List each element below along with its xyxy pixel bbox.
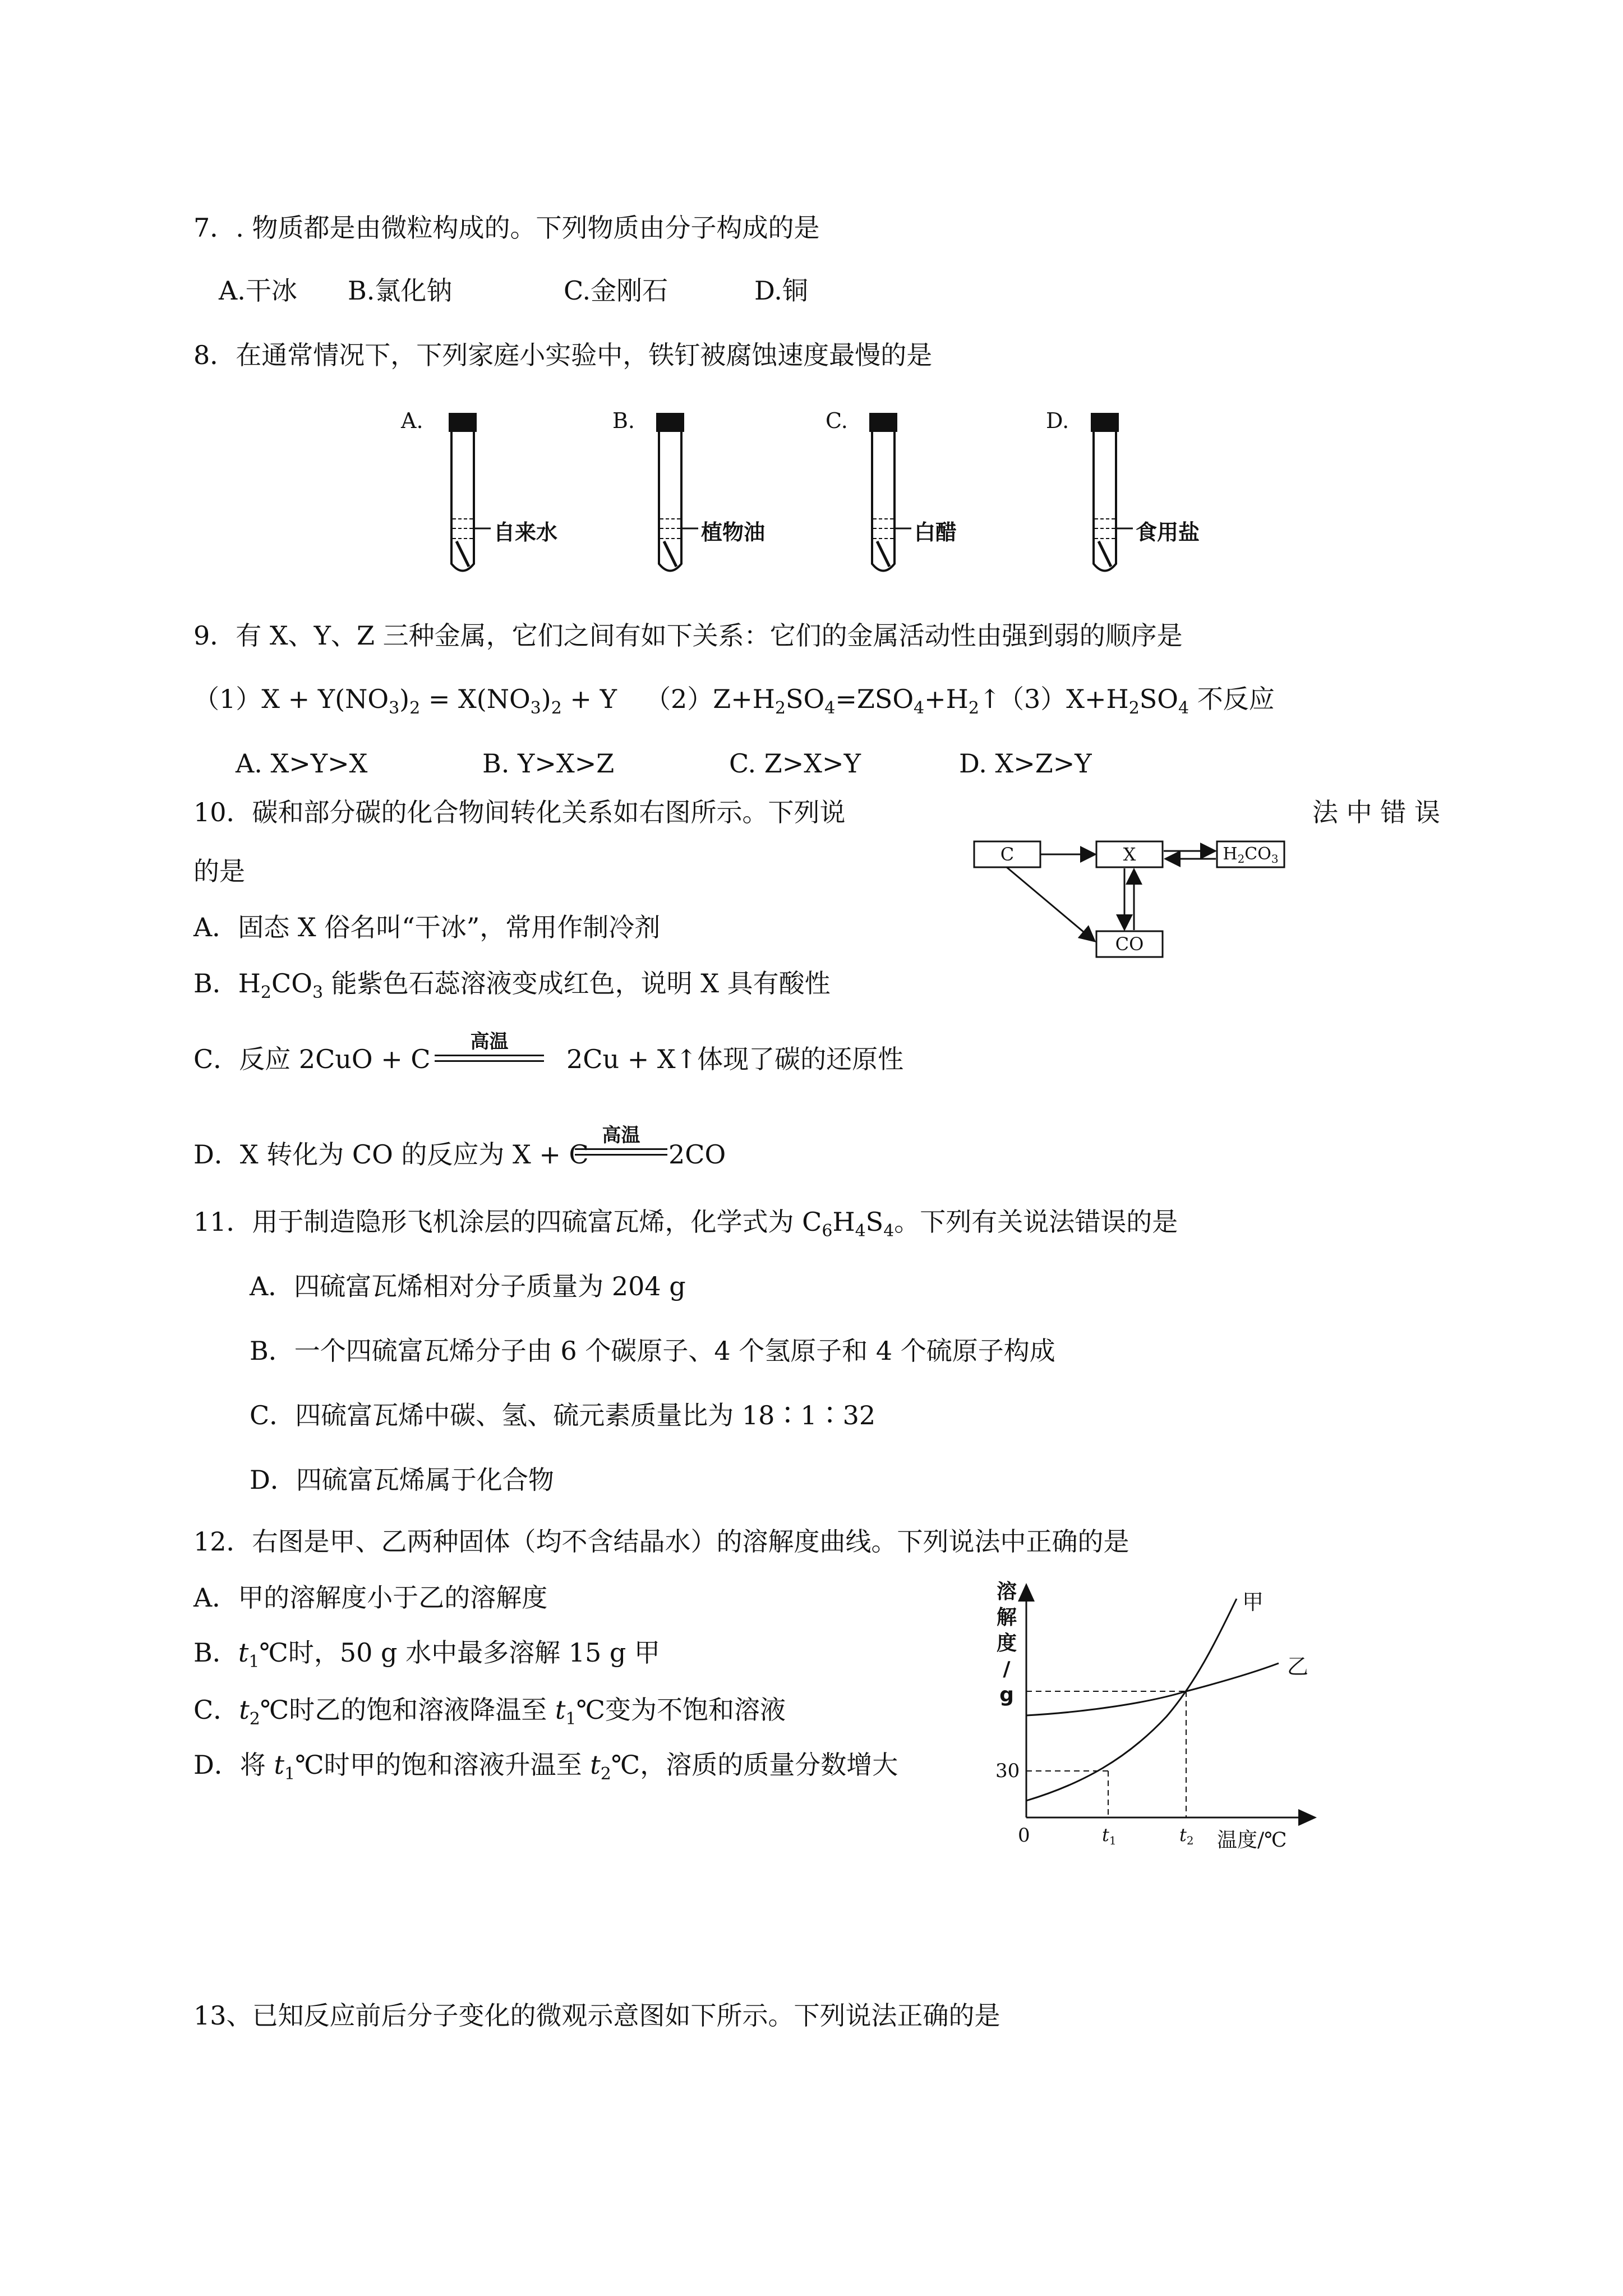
q9-reaction-3: $(3)X+H_2SO_4$ 不反应 bbox=[998, 684, 1275, 718]
tube-a-letter: A. bbox=[401, 408, 423, 433]
q11-option-d: D．四硫富瓦烯属于化合物 bbox=[250, 1465, 554, 1495]
q10-stem-line2: 的是 bbox=[193, 856, 245, 886]
y-label-char: 度 bbox=[996, 1632, 1017, 1655]
q7-option-d: D.铜 bbox=[754, 275, 808, 306]
tube-b-drawing bbox=[656, 413, 698, 571]
diagram-node-c: C bbox=[1000, 844, 1015, 865]
series-label-yi: 乙 bbox=[1287, 1654, 1309, 1679]
q9-reaction-1: $(1)X + Y(NO_3)_2 = X(NO_3)_2 + Y$ bbox=[193, 684, 617, 718]
q11-stem: 11．用于制造隐形飞机涂层的四硫富瓦烯，化学式为 $C_6H_4S_4$。下列有关说法错误的是 bbox=[193, 1207, 1178, 1241]
y-label-char: 解 bbox=[996, 1606, 1017, 1629]
tube-c-letter: C. bbox=[826, 408, 848, 433]
q10-stem-left: 10．碳和部分碳的化合物间转化关系如右图所示。下列说 bbox=[193, 797, 846, 827]
series-label-jia: 甲 bbox=[1242, 1590, 1264, 1614]
q10-option-d-left: D．X 转化为 CO 的反应为 X + C bbox=[193, 1139, 589, 1170]
tube-c-liquid: 白醋 bbox=[914, 520, 957, 545]
tube-b-letter: B. bbox=[612, 408, 635, 433]
q11-option-a: A．四硫富瓦烯相对分子质量为 204 g bbox=[250, 1271, 686, 1301]
q10-stem-right: 法 中 错 误 bbox=[1312, 797, 1440, 827]
q7-option-a: A.干冰 bbox=[219, 275, 297, 306]
q9-reaction-2: $(2)Z+H_2SO_4=ZSO_4+H_2↑$ bbox=[645, 684, 1001, 718]
y-tick-30: 30 bbox=[995, 1760, 1020, 1782]
q10-option-d-condition: 高温 bbox=[602, 1124, 640, 1147]
curve-yi bbox=[1026, 1663, 1279, 1715]
q12-option-c: C．$t_2℃$时乙的饱和溶液降温至 $t_1℃$变为不饱和溶液 bbox=[193, 1695, 786, 1729]
tube-c-drawing bbox=[869, 413, 911, 571]
q8-tube-figure bbox=[393, 404, 1262, 583]
q8-stem: 8．在通常情况下，下列家庭小实验中，铁钉被腐蚀速度最慢的是 bbox=[193, 340, 933, 370]
q10-option-c-equal-sign bbox=[435, 1031, 544, 1065]
q9-option-b: B. Y>X>Z bbox=[482, 748, 615, 779]
y-label-char: g bbox=[999, 1683, 1014, 1706]
q10-option-c-eq-line-bottom bbox=[435, 1060, 544, 1062]
q10-option-d-right: 2CO bbox=[668, 1139, 726, 1170]
x-tick-t2: t2 bbox=[1179, 1824, 1194, 1847]
tube-a-drawing bbox=[449, 413, 491, 571]
q7-option-c: C.金刚石 bbox=[564, 275, 668, 306]
q9-option-c: C. Z>X>Y bbox=[729, 748, 861, 779]
q12-option-d: D．将 $t_1℃$时甲的饱和溶液升温至 $t_2℃$，溶质的质量分数增大 bbox=[193, 1750, 898, 1784]
q10-option-b: B．$H_2CO_3$ 能紫色石蕊溶液变成红色，说明 X 具有酸性 bbox=[193, 968, 831, 1002]
q7-option-b: B.氯化钠 bbox=[348, 275, 453, 306]
q11-option-c: C．四硫富瓦烯中碳、氢、硫元素质量比为 18∶1∶32 bbox=[250, 1400, 876, 1430]
origin-label: 0 bbox=[1018, 1824, 1030, 1847]
q10-option-d-equal-sign bbox=[575, 1125, 667, 1158]
diagram-node-co: CO bbox=[1115, 933, 1144, 955]
q10-conversion-diagram bbox=[973, 836, 1287, 970]
q11-option-b: B．一个四硫富瓦烯分子由 6 个碳原子、4 个氢原子和 4 个硫原子构成 bbox=[250, 1336, 1055, 1366]
tube-a-liquid: 自来水 bbox=[494, 520, 558, 545]
diagram-node-x: X bbox=[1123, 844, 1136, 865]
x-axis-label: 温度/℃ bbox=[1217, 1829, 1287, 1852]
x-tick-t1: t1 bbox=[1102, 1824, 1117, 1847]
q10-option-c-eq-line-top bbox=[435, 1055, 544, 1056]
q10-option-d-eq-line-top bbox=[575, 1148, 667, 1150]
tube-d-drawing bbox=[1091, 413, 1133, 571]
y-label-char: 溶 bbox=[996, 1580, 1017, 1603]
q7-stem: 7．. 物质都是由微粒构成的。下列物质由分子构成的是 bbox=[193, 213, 820, 243]
q10-option-d-eq-line-bottom bbox=[575, 1154, 667, 1156]
q12-option-a: A．甲的溶解度小于乙的溶解度 bbox=[193, 1582, 548, 1613]
diagram-node-h2co3: $H_2CO_3$ bbox=[1223, 844, 1279, 866]
q12-option-b: B．$t_1℃$时，50 g 水中最多溶解 15 g 甲 bbox=[193, 1637, 660, 1672]
y-label-char: / bbox=[1003, 1658, 1011, 1681]
q13-stem: 13、已知反应前后分子变化的微观示意图如下所示。下列说法正确的是 bbox=[193, 2000, 1000, 2031]
q10-option-c-left: C．反应 2CuO + C bbox=[193, 1044, 431, 1074]
chart-y-label bbox=[995, 1579, 1018, 1708]
q10-option-c-condition: 高温 bbox=[470, 1030, 509, 1053]
q10-option-a: A．固态 X 俗名叫“干冰”，常用作制冷剂 bbox=[193, 912, 661, 942]
tube-d-liquid: 食用盐 bbox=[1136, 520, 1200, 545]
tube-b-liquid: 植物油 bbox=[701, 520, 766, 545]
tube-d-letter: D. bbox=[1046, 408, 1069, 433]
q12-stem: 12．右图是甲、乙两种固体（均不含结晶水）的溶解度曲线。下列说法中正确的是 bbox=[193, 1526, 1129, 1557]
q9-option-d: D. X>Z>Y bbox=[959, 748, 1092, 779]
q9-option-a: A. X>Y>X bbox=[236, 748, 368, 779]
q9-stem: 9．有 X、Y、Z 三种金属，它们之间有如下关系：它们的金属活动性由强到弱的顺序是 bbox=[193, 620, 1183, 651]
q12-solubility-chart bbox=[987, 1576, 1324, 1874]
q10-option-c-right: 2Cu + X↑体现了碳的还原性 bbox=[566, 1044, 904, 1074]
